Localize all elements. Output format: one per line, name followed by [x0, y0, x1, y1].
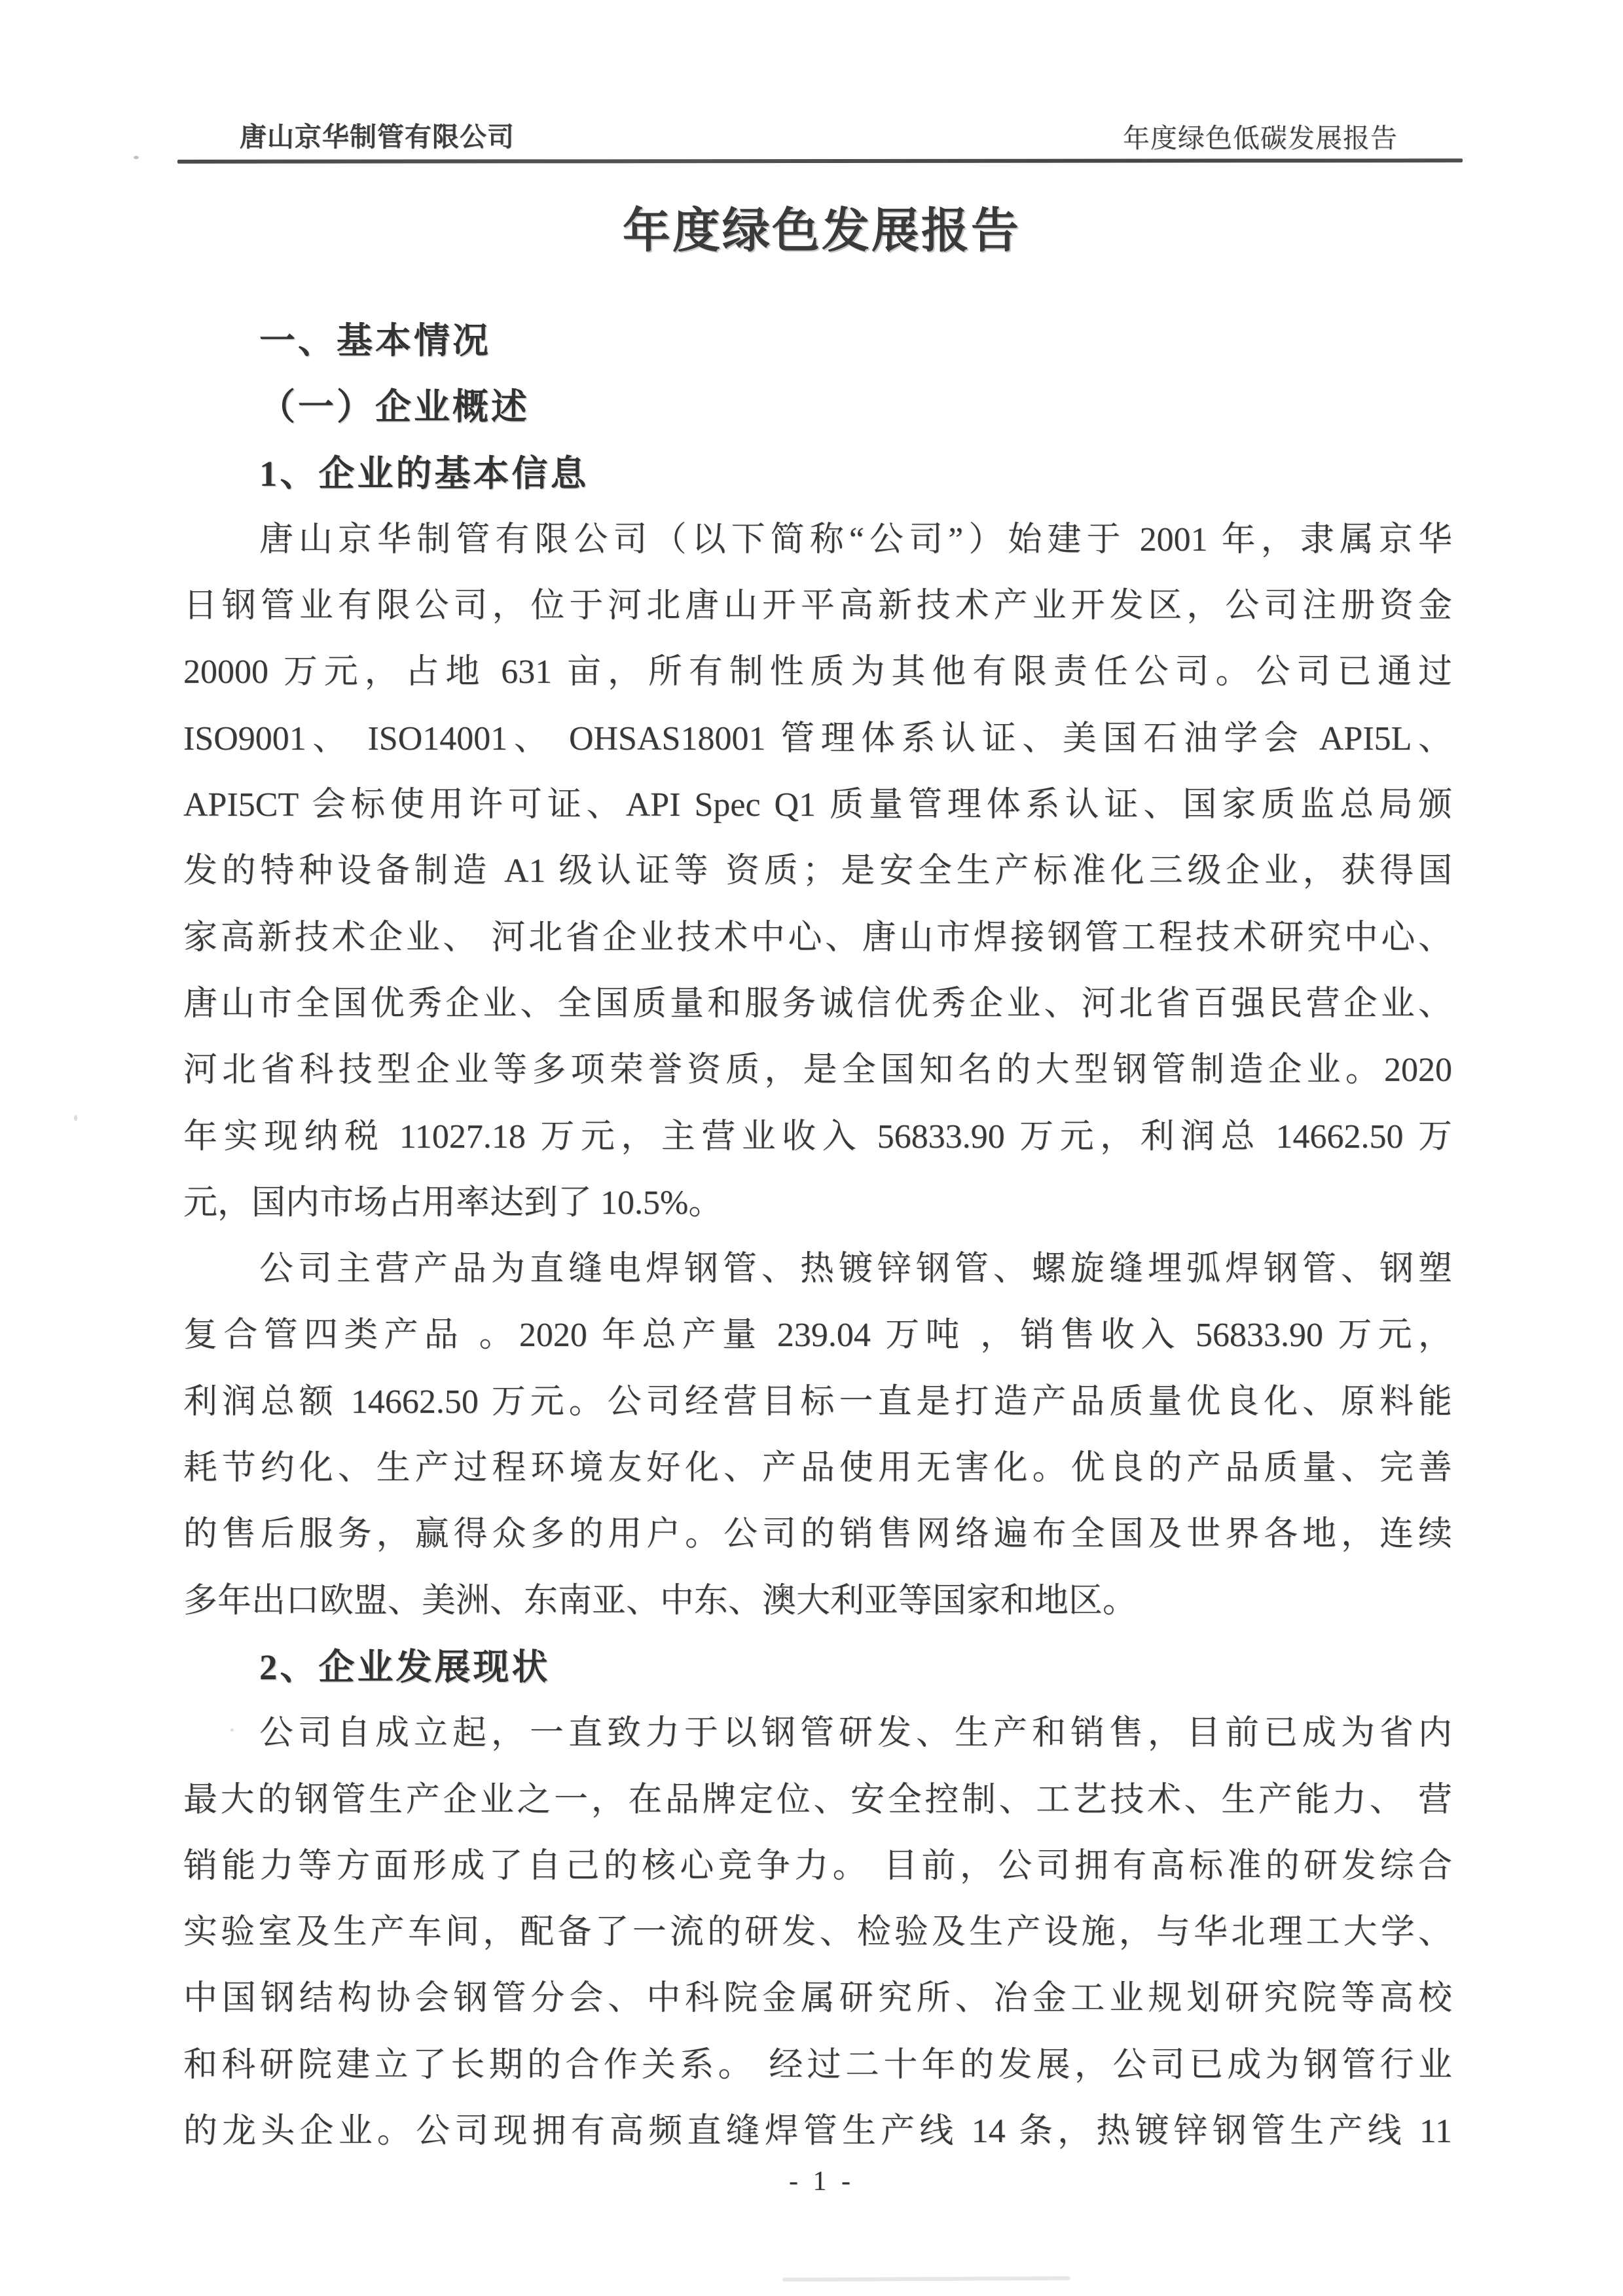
para1-line3: 20000 万元，占地 631 亩，所有制性质为其他有限责任公司。公司已通过	[183, 653, 1452, 691]
para2-line3: 利润总额 14662.50 万元。公司经营目标一直是打造产品质量优良化、原料能	[183, 1383, 1452, 1421]
para2-line6: 多年出口欧盟、美洲、东南亚、中东、澳大利亚等国家和地区。	[183, 1582, 1137, 1620]
document-body	[183, 308, 1452, 2164]
scan-speck	[74, 1115, 77, 1121]
para1-line4: ISO9001、 ISO14001、 OHSAS18001 管理体系认证、美国石油学会 API5L、	[183, 720, 1452, 757]
para1-line9: 河北省科技型企业等多项荣誉资质，是全国知名的大型钢管制造企业。2020	[183, 1051, 1452, 1089]
page-title: 年度绿色发展报告	[623, 204, 1021, 257]
scan-speck	[230, 1728, 234, 1732]
para1-line11: 元，国内市场占用率达到了 10.5%。	[183, 1184, 723, 1222]
para1-line2: 日钢管业有限公司，位于河北唐山开平高新技术产业开发区，公司注册资金	[183, 587, 1452, 625]
scan-speck	[134, 156, 139, 159]
para2-line2: 复合管四类产品 。2020 年总产量 239.04 万吨 ，销售收入 56833.90 万元，	[183, 1317, 1452, 1355]
para3-line1: 公司自成立起，一直致力于以钢管研发、生产和销售，目前已成为省内	[259, 1715, 1452, 1753]
para2-line4: 耗节约化、生产过程环境友好化、产品使用无害化。优良的产品质量、完善	[183, 1449, 1452, 1487]
footer-page-number: - 1 -	[789, 2166, 854, 2196]
para2-line1: 公司主营产品为直缝电焊钢管、热镀锌钢管、螺旋缝埋弧焊钢管、钢塑	[259, 1250, 1452, 1288]
para3-line2: 最大的钢管生产企业之一，在品牌定位、安全控制、工艺技术、生产能力、 营	[183, 1781, 1452, 1819]
header-rule	[177, 158, 1463, 164]
scan-streak	[782, 2276, 1070, 2282]
heading-item-2: 2、企业发展现状	[259, 1647, 551, 1687]
para3-line4: 实验室及生产车间，配备了一流的研发、检验及生产设施，与华北理工大学、	[183, 1914, 1452, 1952]
para3-line7: 的龙头企业。公司现拥有高频直缝焊管生产线 14 条，热镀锌钢管生产线 11	[183, 2113, 1452, 2151]
para1-line7: 家高新技术企业、 河北省企业技术中心、唐山市焊接钢管工程技术研究中心、	[183, 919, 1452, 957]
para3-line6: 和科研院建立了长期的合作关系。 经过二十年的发展，公司已成为钢管行业	[183, 2046, 1452, 2084]
para2-line5: 的售后服务，赢得众多的用户。公司的销售网络遍布全国及世界各地，连续	[183, 1516, 1452, 1554]
para1-line8: 唐山市全国优秀企业、全国质量和服务诚信优秀企业、河北省百强民营企业、	[183, 985, 1452, 1023]
header-company-name: 唐山京华制管有限公司	[240, 122, 515, 152]
heading-subsection-1: （一）企业概述	[259, 387, 530, 428]
para3-line3: 销能力等方面形成了自己的核心竞争力。 目前，公司拥有高标准的研发综合	[183, 1847, 1452, 1885]
para1-line10: 年实现纳税 11027.18 万元，主营业收入 56833.90 万元，利润总 14662.50 万	[183, 1118, 1452, 1156]
para1-line5: API5CT 会标使用许可证、API Spec Q1 质量管理体系认证、国家质监总局颁	[183, 786, 1452, 824]
para1-line1: 唐山京华制管有限公司（以下简称“公司”）始建于 2001 年，隶属京华	[259, 520, 1452, 558]
header-report-label: 年度绿色低碳发展报告	[1123, 123, 1398, 153]
heading-item-1: 1、企业的基本信息	[259, 453, 589, 494]
heading-section-1: 一、基本情况	[259, 321, 492, 361]
para3-line5: 中国钢结构协会钢管分会、中科院金属研究所、冶金工业规划研究院等高校	[183, 1980, 1452, 2018]
para1-line6: 发的特种设备制造 A1 级认证等 资质；是安全生产标准化三级企业，获得国	[183, 852, 1452, 890]
